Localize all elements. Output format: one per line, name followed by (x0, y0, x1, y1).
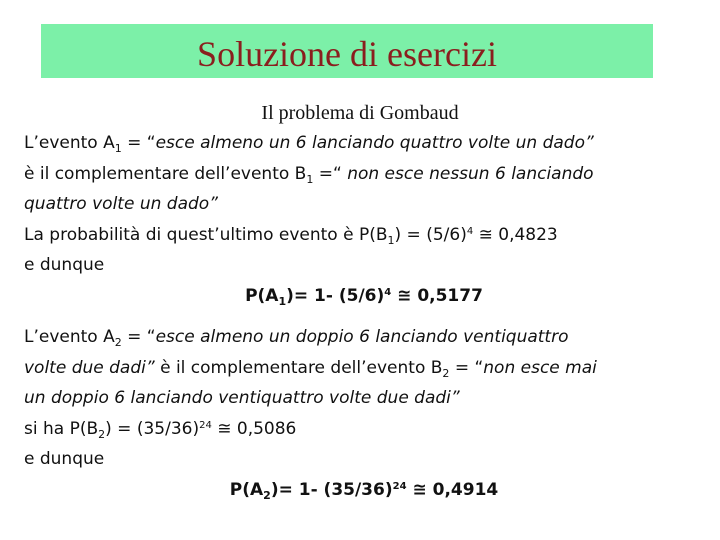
italic-text: non esce mai (483, 357, 597, 378)
subscript: 2 (442, 366, 450, 380)
result-a2 (24, 475, 704, 506)
text-line (24, 383, 704, 414)
subscript: 1 (278, 294, 287, 308)
text-span: = “ (449, 357, 484, 378)
text-span: )= 1- (5/6) (286, 285, 385, 306)
text-span: L’evento A (24, 327, 115, 347)
text-span: P(A (229, 479, 264, 500)
text-span: =“ (313, 163, 348, 184)
text-line (24, 128, 704, 159)
text-line (24, 189, 704, 220)
text-span: P(A (245, 285, 279, 306)
subscript: 2 (114, 336, 122, 349)
text-span: )= 1- (35/36) (270, 479, 393, 500)
text-line (24, 353, 704, 384)
italic-text: esce almeno un doppio 6 lanciando ventiquattro (155, 327, 569, 347)
superscript: 4 (466, 225, 474, 237)
text-line (24, 250, 704, 281)
text-span: ≅ 0,5086 (211, 418, 297, 439)
text-span: ≅ 0,5177 (391, 285, 483, 306)
text-span: ) = (5/6) (394, 224, 467, 245)
text-span: ≅ 0,4823 (473, 224, 558, 245)
text-span: è il complementare dell’evento B (24, 163, 307, 184)
italic-text: quattro volte un dado” (24, 194, 218, 214)
title-banner (41, 24, 653, 78)
subtitle: Il problema di Gombaud (261, 102, 459, 124)
italic-text: un doppio 6 lanciando ventiquattro volte due dadi” (24, 388, 460, 408)
result-a1 (24, 281, 704, 312)
page-title: Soluzione di esercizi (197, 34, 497, 74)
text-line (24, 159, 704, 190)
text-span: = “ (121, 327, 156, 347)
superscript: 4 (384, 286, 392, 298)
text-span: e dunque (24, 255, 105, 275)
superscript: 24 (392, 480, 407, 492)
subscript: 2 (98, 427, 106, 441)
subscript: 2 (263, 488, 271, 502)
subscript: 1 (306, 172, 314, 186)
text-span: è il complementare dell’evento B (154, 357, 443, 378)
italic-text: volte due dadi” (24, 357, 155, 378)
italic-text: non esce nessun 6 lanciando (347, 163, 594, 184)
italic-text: esce almeno un 6 lanciando quattro volte un dado” (155, 133, 594, 153)
text-line (24, 220, 704, 251)
text-span: si ha P(B (24, 418, 99, 439)
text-line (24, 322, 704, 353)
text-span: ) = (35/36) (105, 418, 200, 439)
paragraph-event-a1 (24, 128, 704, 311)
text-span: La probabilità di quest’ultimo evento è P(B (24, 224, 388, 245)
text-line (24, 444, 704, 475)
text-span: e dunque (24, 449, 105, 469)
text-span: L’evento A (24, 133, 115, 153)
paragraph-event-a2 (24, 322, 704, 505)
text-span: = “ (121, 133, 156, 153)
text-span: ≅ 0,4914 (406, 479, 499, 500)
subscript: 1 (114, 142, 122, 155)
subscript: 1 (387, 233, 395, 247)
text-line (24, 414, 704, 445)
superscript: 24 (199, 419, 212, 431)
